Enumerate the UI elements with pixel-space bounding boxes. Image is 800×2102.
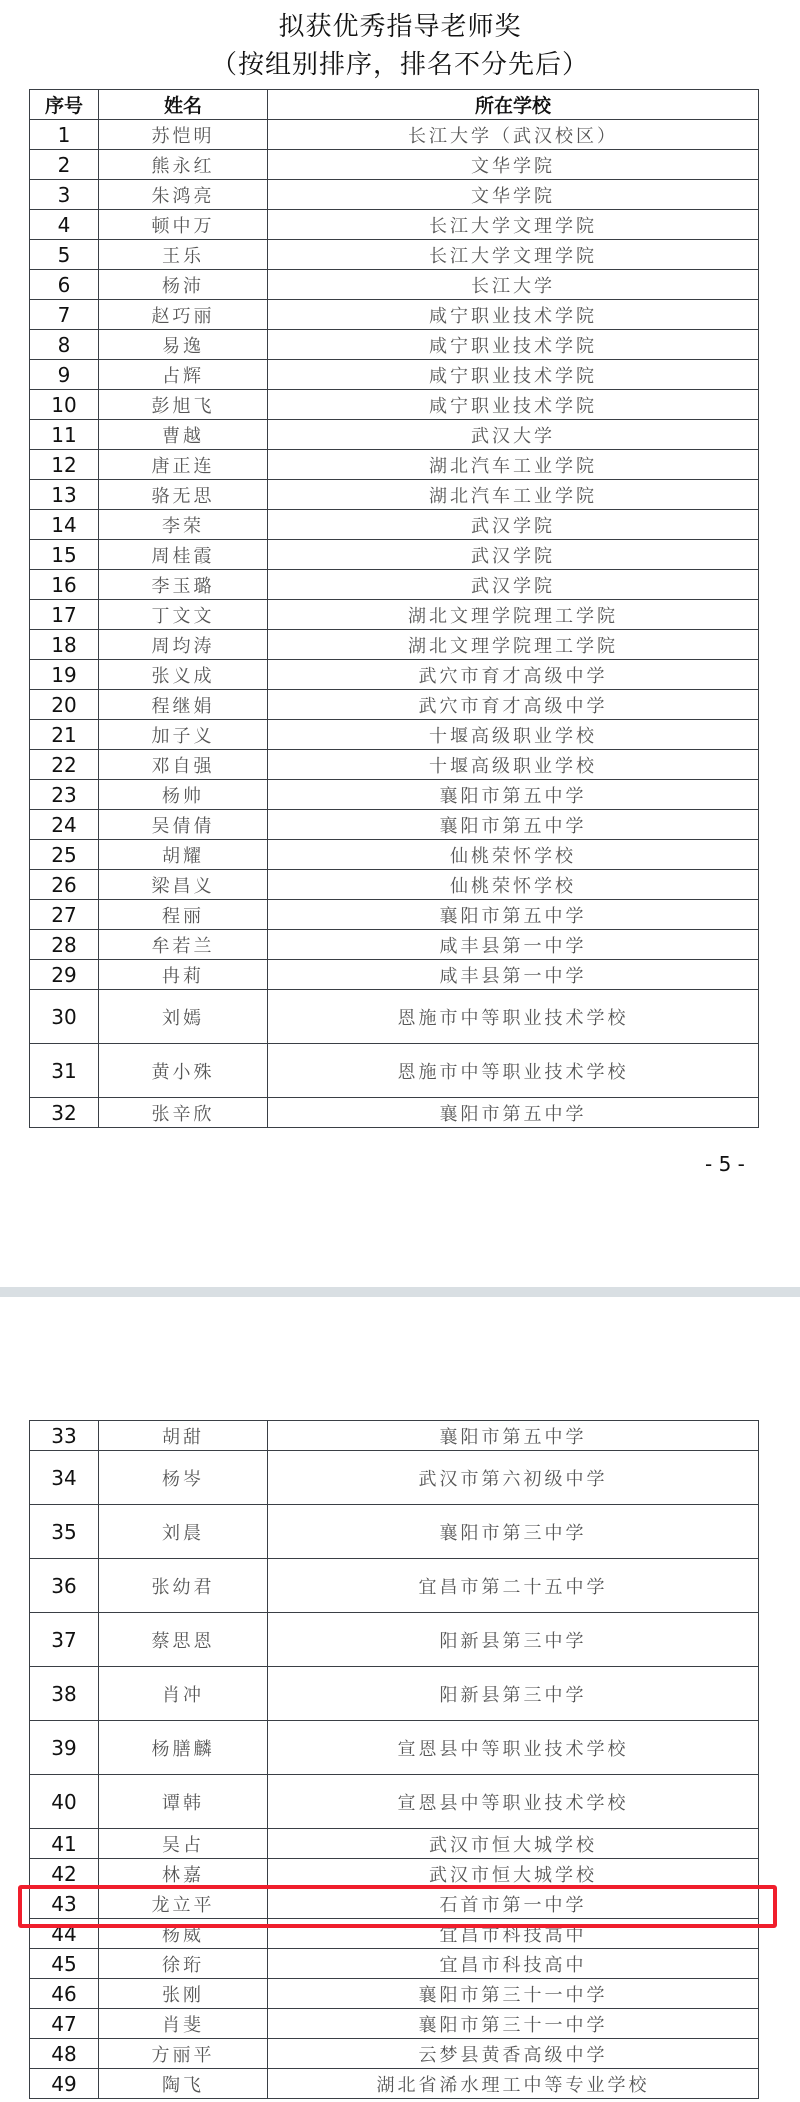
school-name: 云梦县黄香高级中学 — [268, 2039, 759, 2069]
teacher-name: 杨帅 — [99, 780, 268, 810]
row-number: 24 — [30, 810, 99, 840]
teacher-name: 林嘉 — [99, 1859, 268, 1889]
row-number: 34 — [30, 1451, 99, 1505]
row-number: 37 — [30, 1613, 99, 1667]
teacher-name: 张辛欣 — [99, 1098, 268, 1128]
school-name: 文华学院 — [268, 150, 759, 180]
school-name: 襄阳市第五中学 — [268, 810, 759, 840]
school-name: 武汉学院 — [268, 540, 759, 570]
row-number: 3 — [30, 180, 99, 210]
school-name: 长江大学 — [268, 270, 759, 300]
school-name: 武汉市恒大城学校 — [268, 1859, 759, 1889]
row-number: 5 — [30, 240, 99, 270]
teacher-name: 谭韩 — [99, 1775, 268, 1829]
teacher-name: 程继娟 — [99, 690, 268, 720]
document-subtitle: （按组别排序，排名不分先后） — [210, 50, 589, 80]
teacher-name: 方丽平 — [99, 2039, 268, 2069]
row-number: 7 — [30, 300, 99, 330]
row-number: 39 — [30, 1721, 99, 1775]
school-name: 襄阳市第三十一中学 — [268, 2009, 759, 2039]
teacher-name: 李玉璐 — [99, 570, 268, 600]
row-number: 23 — [30, 780, 99, 810]
row-number: 18 — [30, 630, 99, 660]
table-row — [30, 1775, 759, 1829]
row-number: 6 — [30, 270, 99, 300]
teacher-name: 牟若兰 — [99, 930, 268, 960]
header-number: 序号 — [30, 90, 99, 120]
table-row — [30, 120, 759, 150]
table-body — [30, 120, 759, 1128]
table-row — [30, 840, 759, 870]
table-row — [30, 570, 759, 600]
row-number: 15 — [30, 540, 99, 570]
teacher-name: 顿中万 — [99, 210, 268, 240]
table-row — [30, 1889, 759, 1919]
row-number: 9 — [30, 360, 99, 390]
teacher-name: 杨膳麟 — [99, 1721, 268, 1775]
school-name: 十堰高级职业学校 — [268, 720, 759, 750]
document-page-6 — [0, 1297, 800, 2102]
table-row — [30, 150, 759, 180]
row-number: 47 — [30, 2009, 99, 2039]
school-name: 武汉市恒大城学校 — [268, 1829, 759, 1859]
school-name: 长江大学文理学院 — [268, 240, 759, 270]
table-row — [30, 390, 759, 420]
teacher-name: 吴倩倩 — [99, 810, 268, 840]
table-row — [30, 1505, 759, 1559]
teacher-name: 梁昌义 — [99, 870, 268, 900]
table-row — [30, 510, 759, 540]
school-name: 宣恩县中等职业技术学校 — [268, 1721, 759, 1775]
award-table-part2 — [29, 1420, 759, 2099]
row-number: 1 — [30, 120, 99, 150]
row-number: 27 — [30, 900, 99, 930]
teacher-name: 曹越 — [99, 420, 268, 450]
award-table-part1 — [29, 89, 759, 1128]
school-name: 十堰高级职业学校 — [268, 750, 759, 780]
school-name: 襄阳市第三中学 — [268, 1505, 759, 1559]
school-name: 武汉大学 — [268, 420, 759, 450]
teacher-name: 唐正连 — [99, 450, 268, 480]
teacher-name: 熊永红 — [99, 150, 268, 180]
table-row — [30, 360, 759, 390]
table-body — [30, 1421, 759, 2099]
teacher-name: 加子义 — [99, 720, 268, 750]
teacher-name: 占辉 — [99, 360, 268, 390]
row-number: 40 — [30, 1775, 99, 1829]
row-number: 43 — [30, 1889, 99, 1919]
document-title: 拟获优秀指导老师奖 — [278, 12, 522, 42]
table-row — [30, 180, 759, 210]
teacher-name: 龙立平 — [99, 1889, 268, 1919]
teacher-name: 王乐 — [99, 240, 268, 270]
teacher-name: 朱鸿亮 — [99, 180, 268, 210]
school-name: 石首市第一中学 — [268, 1889, 759, 1919]
teacher-name: 肖冲 — [99, 1667, 268, 1721]
row-number: 32 — [30, 1098, 99, 1128]
row-number: 31 — [30, 1044, 99, 1098]
teacher-name: 张义成 — [99, 660, 268, 690]
school-name: 武汉市第六初级中学 — [268, 1451, 759, 1505]
school-name: 宜昌市科技高中 — [268, 1949, 759, 1979]
table-row — [30, 1098, 759, 1128]
table-row — [30, 1859, 759, 1889]
school-name: 咸丰县第一中学 — [268, 930, 759, 960]
table-row — [30, 2069, 759, 2099]
teacher-name: 吴占 — [99, 1829, 268, 1859]
school-name: 咸丰县第一中学 — [268, 960, 759, 990]
table-row — [30, 2009, 759, 2039]
table-row — [30, 870, 759, 900]
table-row — [30, 960, 759, 990]
teacher-name: 杨沛 — [99, 270, 268, 300]
teacher-name: 李荣 — [99, 510, 268, 540]
school-name: 宣恩县中等职业技术学校 — [268, 1775, 759, 1829]
teacher-name: 肖斐 — [99, 2009, 268, 2039]
table-row — [30, 330, 759, 360]
table-row — [30, 1979, 759, 2009]
teacher-name: 骆无思 — [99, 480, 268, 510]
row-number: 46 — [30, 1979, 99, 2009]
table-row — [30, 450, 759, 480]
table-row — [30, 630, 759, 660]
row-number: 17 — [30, 600, 99, 630]
teacher-name: 周桂霞 — [99, 540, 268, 570]
school-name: 宜昌市科技高中 — [268, 1919, 759, 1949]
teacher-name: 丁文文 — [99, 600, 268, 630]
school-name: 湖北文理学院理工学院 — [268, 600, 759, 630]
school-name: 湖北汽车工业学院 — [268, 480, 759, 510]
teacher-name: 张刚 — [99, 1979, 268, 2009]
table-row — [30, 750, 759, 780]
school-name: 咸宁职业技术学院 — [268, 360, 759, 390]
page-number: - 5 - — [705, 1152, 745, 1176]
table-row — [30, 1421, 759, 1451]
school-name: 恩施市中等职业技术学校 — [268, 1044, 759, 1098]
teacher-name: 程丽 — [99, 900, 268, 930]
table-row — [30, 1451, 759, 1505]
row-number: 13 — [30, 480, 99, 510]
teacher-name: 陶飞 — [99, 2069, 268, 2099]
teacher-name: 刘嫣 — [99, 990, 268, 1044]
row-number: 41 — [30, 1829, 99, 1859]
school-name: 武穴市育才高级中学 — [268, 690, 759, 720]
row-number: 19 — [30, 660, 99, 690]
school-name: 咸宁职业技术学院 — [268, 330, 759, 360]
teacher-name: 杨威 — [99, 1919, 268, 1949]
page-separator — [0, 1287, 800, 1297]
table-row — [30, 2039, 759, 2069]
school-name: 武穴市育才高级中学 — [268, 660, 759, 690]
header-school: 所在学校 — [268, 90, 759, 120]
table-row — [30, 780, 759, 810]
row-number: 36 — [30, 1559, 99, 1613]
teacher-name: 周均涛 — [99, 630, 268, 660]
school-name: 咸宁职业技术学院 — [268, 300, 759, 330]
row-number: 21 — [30, 720, 99, 750]
row-number: 12 — [30, 450, 99, 480]
row-number: 29 — [30, 960, 99, 990]
table-row — [30, 1919, 759, 1949]
row-number: 22 — [30, 750, 99, 780]
table-row — [30, 600, 759, 630]
school-name: 长江大学（武汉校区） — [268, 120, 759, 150]
teacher-name: 冉莉 — [99, 960, 268, 990]
school-name: 阳新县第三中学 — [268, 1667, 759, 1721]
table-row — [30, 420, 759, 450]
row-number: 49 — [30, 2069, 99, 2099]
school-name: 长江大学文理学院 — [268, 210, 759, 240]
row-number: 26 — [30, 870, 99, 900]
table-row — [30, 900, 759, 930]
school-name: 仙桃荣怀学校 — [268, 840, 759, 870]
teacher-name: 易逸 — [99, 330, 268, 360]
row-number: 20 — [30, 690, 99, 720]
row-number: 45 — [30, 1949, 99, 1979]
table-row — [30, 480, 759, 510]
table-row — [30, 1559, 759, 1613]
teacher-name: 杨岑 — [99, 1451, 268, 1505]
school-name: 恩施市中等职业技术学校 — [268, 990, 759, 1044]
table-row — [30, 210, 759, 240]
teacher-name: 胡甜 — [99, 1421, 268, 1451]
row-number: 25 — [30, 840, 99, 870]
row-number: 10 — [30, 390, 99, 420]
row-number: 35 — [30, 1505, 99, 1559]
school-name: 湖北汽车工业学院 — [268, 450, 759, 480]
school-name: 宜昌市第二十五中学 — [268, 1559, 759, 1613]
teacher-name: 邓自强 — [99, 750, 268, 780]
teacher-name: 胡耀 — [99, 840, 268, 870]
table-row — [30, 690, 759, 720]
school-name: 武汉学院 — [268, 510, 759, 540]
row-number: 38 — [30, 1667, 99, 1721]
row-number: 4 — [30, 210, 99, 240]
teacher-name: 苏恺明 — [99, 120, 268, 150]
table-row — [30, 1613, 759, 1667]
table-row — [30, 540, 759, 570]
table-row — [30, 300, 759, 330]
school-name: 武汉学院 — [268, 570, 759, 600]
table-row — [30, 990, 759, 1044]
table-row — [30, 1829, 759, 1859]
row-number: 48 — [30, 2039, 99, 2069]
table-row — [30, 720, 759, 750]
row-number: 33 — [30, 1421, 99, 1451]
table-header-row — [30, 90, 759, 120]
school-name: 襄阳市第五中学 — [268, 1098, 759, 1128]
table-row — [30, 810, 759, 840]
school-name: 文华学院 — [268, 180, 759, 210]
school-name: 襄阳市第五中学 — [268, 1421, 759, 1451]
table-row — [30, 270, 759, 300]
row-number: 44 — [30, 1919, 99, 1949]
teacher-name: 彭旭飞 — [99, 390, 268, 420]
table-row — [30, 1667, 759, 1721]
table-row — [30, 1949, 759, 1979]
teacher-name: 徐珩 — [99, 1949, 268, 1979]
school-name: 襄阳市第五中学 — [268, 780, 759, 810]
row-number: 2 — [30, 150, 99, 180]
school-name: 仙桃荣怀学校 — [268, 870, 759, 900]
row-number: 14 — [30, 510, 99, 540]
row-number: 30 — [30, 990, 99, 1044]
row-number: 11 — [30, 420, 99, 450]
table-row — [30, 1721, 759, 1775]
row-number: 8 — [30, 330, 99, 360]
school-name: 咸宁职业技术学院 — [268, 390, 759, 420]
row-number: 42 — [30, 1859, 99, 1889]
teacher-name: 黄小殊 — [99, 1044, 268, 1098]
school-name: 襄阳市第五中学 — [268, 900, 759, 930]
table-row — [30, 660, 759, 690]
row-number: 16 — [30, 570, 99, 600]
table-row — [30, 1044, 759, 1098]
school-name: 襄阳市第三十一中学 — [268, 1979, 759, 2009]
school-name: 湖北省浠水理工中等专业学校 — [268, 2069, 759, 2099]
school-name: 湖北文理学院理工学院 — [268, 630, 759, 660]
teacher-name: 赵巧丽 — [99, 300, 268, 330]
teacher-name: 蔡思恩 — [99, 1613, 268, 1667]
teacher-name: 张幼君 — [99, 1559, 268, 1613]
school-name: 阳新县第三中学 — [268, 1613, 759, 1667]
header-name: 姓名 — [99, 90, 268, 120]
table-row — [30, 240, 759, 270]
table-row — [30, 930, 759, 960]
teacher-name: 刘晨 — [99, 1505, 268, 1559]
row-number: 28 — [30, 930, 99, 960]
